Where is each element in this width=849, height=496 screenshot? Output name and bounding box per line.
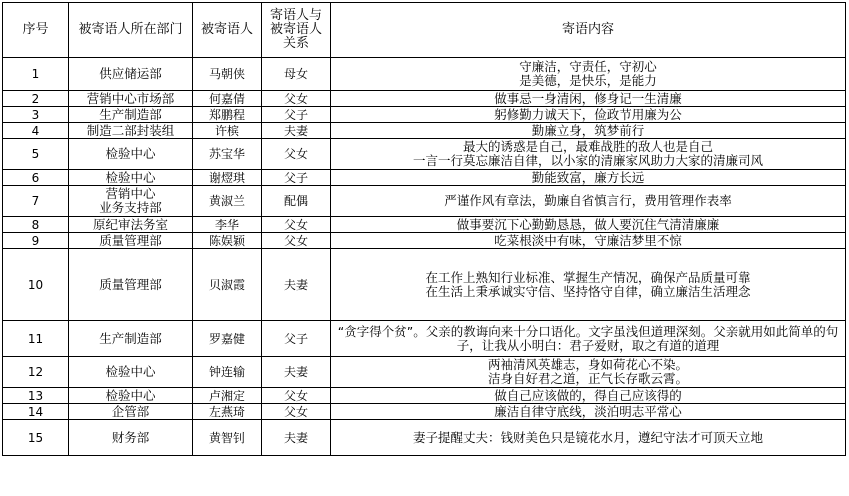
row-dept: 检验中心 [69, 357, 193, 388]
row-person: 贝淑霞 [193, 249, 262, 321]
row-seq: 14 [3, 404, 69, 420]
row-content: 最大的诱惑是自己，最难战胜的敌人也是自己 一言一行莫忘廉洁自律，以小家的清廉家风助力大家的清廉司风 [331, 139, 846, 170]
table-row [3, 107, 846, 123]
row-content: 吃菜根淡中有味，守廉洁梦里不惊 [331, 233, 846, 249]
row-relation: 父女 [262, 233, 331, 249]
row-content: “贪字得个贫”。父亲的教诲向来十分口语化。文字虽浅但道理深刻。父亲就用如此简单的句子，让我从小明白：君子爱财，取之有道的道理 [331, 321, 846, 357]
row-relation: 父女 [262, 91, 331, 107]
row-seq: 8 [3, 217, 69, 233]
row-seq: 11 [3, 321, 69, 357]
row-content: 躬修勤力诚天下，俭政节用廉为公 [331, 107, 846, 123]
row-person: 李华 [193, 217, 262, 233]
row-dept: 营销中心市场部 [69, 91, 193, 107]
row-person: 黄淑兰 [193, 186, 262, 217]
row-person: 许槟 [193, 123, 262, 139]
row-content: 做事忌一身清闲，修身记一生清廉 [331, 91, 846, 107]
row-person: 谢熤琪 [193, 170, 262, 186]
table-row [3, 91, 846, 107]
row-person: 马朝侠 [193, 58, 262, 91]
dedication-table [2, 2, 846, 456]
row-seq: 3 [3, 107, 69, 123]
row-dept: 质量管理部 [69, 233, 193, 249]
row-dept: 财务部 [69, 420, 193, 456]
header-relation: 寄语人与被寄语人关系 [262, 3, 331, 58]
table-row [3, 357, 846, 388]
row-relation: 父子 [262, 170, 331, 186]
table-row [3, 420, 846, 456]
row-dept: 质量管理部 [69, 249, 193, 321]
table-row [3, 249, 846, 321]
header-dept: 被寄语人所在部门 [69, 3, 193, 58]
table-row [3, 321, 846, 357]
table-row [3, 186, 846, 217]
row-person: 陈娱颖 [193, 233, 262, 249]
table-row [3, 388, 846, 404]
header-person: 被寄语人 [193, 3, 262, 58]
row-content: 廉洁自律守底线，淡泊明志平常心 [331, 404, 846, 420]
row-relation: 夫妻 [262, 357, 331, 388]
row-relation: 夫妻 [262, 249, 331, 321]
header-row [3, 3, 846, 58]
row-seq: 13 [3, 388, 69, 404]
row-content: 守廉洁，守责任，守初心 是美德，是快乐，是能力 [331, 58, 846, 91]
row-seq: 2 [3, 91, 69, 107]
row-dept: 生产制造部 [69, 107, 193, 123]
row-content: 做自己应该做的，得自己应该得的 [331, 388, 846, 404]
row-relation: 配偶 [262, 186, 331, 217]
row-seq: 9 [3, 233, 69, 249]
row-person: 钟连输 [193, 357, 262, 388]
header-content: 寄语内容 [331, 3, 846, 58]
row-seq: 15 [3, 420, 69, 456]
row-dept: 制造二部封装组 [69, 123, 193, 139]
table-row [3, 404, 846, 420]
row-relation: 夫妻 [262, 123, 331, 139]
row-relation: 母女 [262, 58, 331, 91]
row-seq: 4 [3, 123, 69, 139]
row-content: 在工作上熟知行业标准、掌握生产情况，确保产品质量可靠 在生活上秉承诚实守信、坚持恪守自律，确立廉洁生活理念 [331, 249, 846, 321]
row-relation: 父女 [262, 388, 331, 404]
row-person: 郑鹏程 [193, 107, 262, 123]
row-relation: 父子 [262, 107, 331, 123]
row-content: 勤廉立身，筑梦前行 [331, 123, 846, 139]
row-relation: 父子 [262, 321, 331, 357]
row-dept: 生产制造部 [69, 321, 193, 357]
row-seq: 7 [3, 186, 69, 217]
row-person: 卢湘定 [193, 388, 262, 404]
row-dept: 检验中心 [69, 170, 193, 186]
row-relation: 夫妻 [262, 420, 331, 456]
row-dept: 供应储运部 [69, 58, 193, 91]
row-seq: 6 [3, 170, 69, 186]
table-row [3, 217, 846, 233]
row-person: 黄智钊 [193, 420, 262, 456]
row-dept: 营销中心 业务支持部 [69, 186, 193, 217]
table-row [3, 170, 846, 186]
row-relation: 父女 [262, 404, 331, 420]
row-relation: 父女 [262, 217, 331, 233]
row-content: 严谨作风有章法，勤廉自省慎言行，费用管理作表率 [331, 186, 846, 217]
row-dept: 原纪审法务室 [69, 217, 193, 233]
row-person: 左燕琦 [193, 404, 262, 420]
row-person: 何嘉倩 [193, 91, 262, 107]
row-content: 勤能致富，廉方长远 [331, 170, 846, 186]
row-seq: 1 [3, 58, 69, 91]
row-seq: 10 [3, 249, 69, 321]
row-seq: 12 [3, 357, 69, 388]
table-row [3, 233, 846, 249]
row-dept: 企管部 [69, 404, 193, 420]
table-row [3, 58, 846, 91]
row-content: 两袖清风英雄志，身如荷花心不染。 洁身自好君之道，正气长存歌云霄。 [331, 357, 846, 388]
table-row [3, 139, 846, 170]
row-dept: 检验中心 [69, 139, 193, 170]
row-person: 罗嘉健 [193, 321, 262, 357]
row-seq: 5 [3, 139, 69, 170]
row-person: 苏宝华 [193, 139, 262, 170]
row-dept: 检验中心 [69, 388, 193, 404]
table-row [3, 123, 846, 139]
row-content: 做事要沉下心勤勤恳恳，做人要沉住气清清廉廉 [331, 217, 846, 233]
header-seq: 序号 [3, 3, 69, 58]
row-content: 妻子提醒丈夫：钱财美色只是镜花水月，遵纪守法才可顶天立地 [331, 420, 846, 456]
row-relation: 父女 [262, 139, 331, 170]
